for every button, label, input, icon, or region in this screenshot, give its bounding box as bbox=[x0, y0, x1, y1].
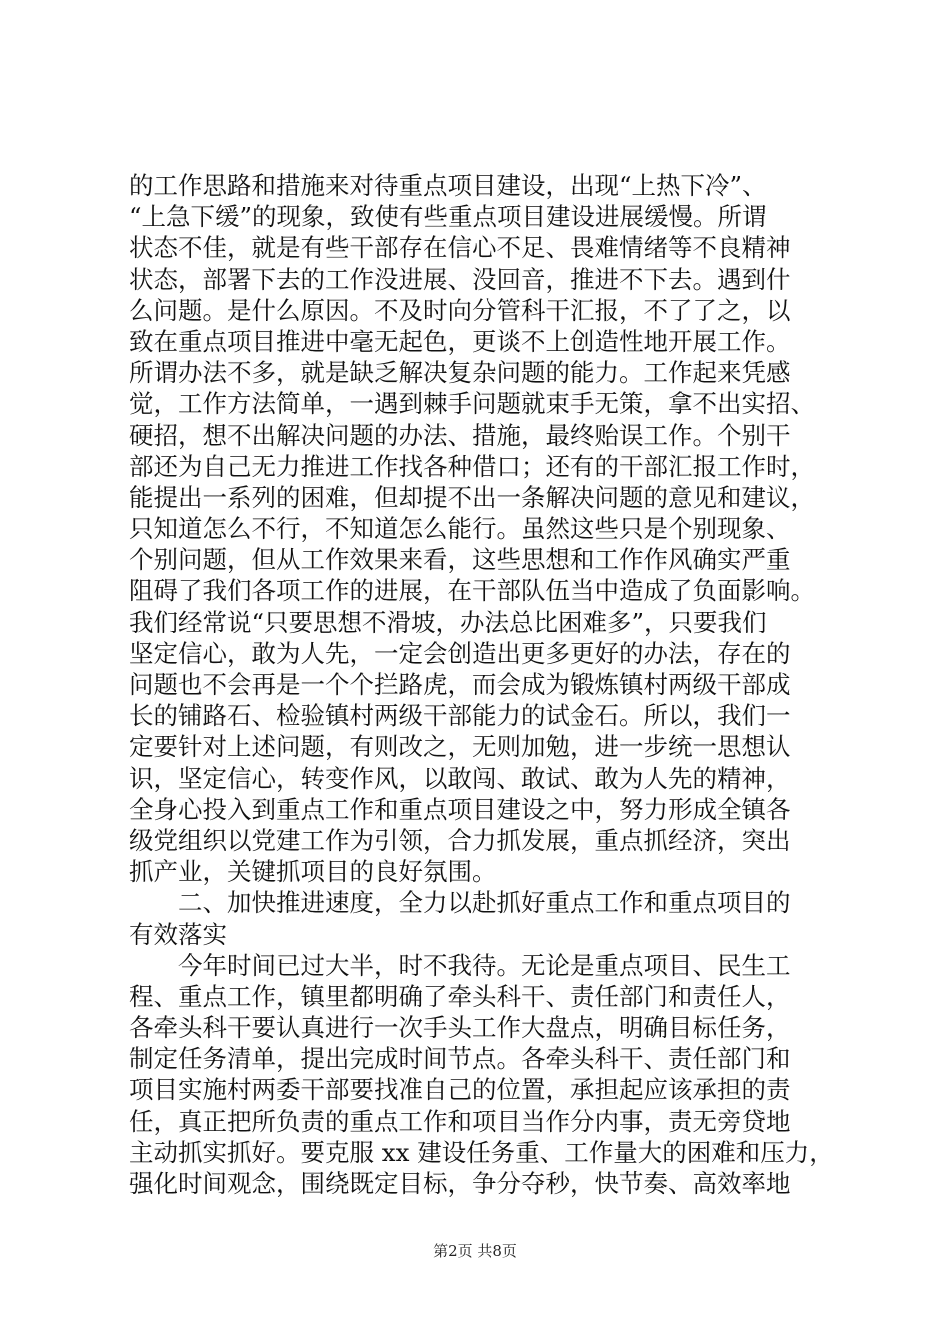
text-line: 的工作思路和措施来对待重点项目建设，出现“上热下冷”、 bbox=[129, 171, 767, 200]
text-line: 项目实施村两委干部要找准自己的位置，承担起应该承担的责 bbox=[129, 1075, 791, 1105]
body-text bbox=[129, 170, 841, 1199]
text-line: 主动抓实抓好。要克服 xx 建设任务重、工作量大的困难和压力， bbox=[129, 1137, 834, 1167]
page-footer: 第2页 共8页 bbox=[433, 1242, 517, 1260]
text-line: 硬招，想不出解决问题的办法、措施，最终贻误工作。个别干 bbox=[129, 420, 791, 450]
text-line: 觉，工作方法简单，一遇到棘手问题就束手无策，拿不出实招、 bbox=[129, 389, 815, 419]
text-line: 所谓办法不多，就是缺乏解决复杂问题的能力。工作起来凭感 bbox=[129, 358, 791, 388]
text-line: 长的铺路石、检验镇村两级干部能力的试金石。所以，我们一 bbox=[129, 701, 791, 731]
text-line: 我们经常说“只要思想不滑坡，办法总比困难多”，只要我们 bbox=[129, 607, 767, 637]
text-line: 定要针对上述问题，有则改之，无则加勉，进一步统一思想认 bbox=[129, 732, 791, 762]
text-line: 问题也不会再是一个个拦路虎，而会成为锻炼镇村两级干部成 bbox=[129, 670, 791, 699]
text-line: 各牵头科干要认真进行一次手头工作大盘点，明确目标任务， bbox=[129, 1013, 791, 1043]
text-line: 状态，部署下去的工作没进展、没回音，推进不下去。遇到什 bbox=[129, 264, 791, 294]
text-line: 程、重点工作，镇里都明确了牵头科干、责任部门和责任人， bbox=[129, 981, 791, 1011]
text-line: 个别问题，但从工作效果来看，这些思想和工作作风确实严重 bbox=[129, 545, 791, 575]
text-line: 状态不佳，就是有些干部存在信心不足、畏难情绪等不良精神 bbox=[129, 233, 791, 263]
text-line: 阻碍了我们各项工作的进展，在干部队伍当中造成了负面影响。 bbox=[129, 576, 815, 606]
text-line: 全身心投入到重点工作和重点项目建设之中，努力形成全镇各 bbox=[129, 794, 791, 824]
text-line: 能提出一系列的困难，但却提不出一条解决问题的意见和建议， bbox=[129, 482, 815, 512]
text-line: 制定任务清单，提出完成时间节点。各牵头科干、责任部门和 bbox=[129, 1044, 791, 1074]
text-line: 强化时间观念，围绕既定目标，争分夺秒，快节奏、高效率地 bbox=[129, 1169, 791, 1198]
text-line: 级党组织以党建工作为引领，合力抓发展，重点抓经济，突出 bbox=[129, 825, 791, 855]
text-line: 坚定信心，敢为人先，一定会创造出更多更好的办法，存在的 bbox=[129, 638, 791, 668]
text-line: 抓产业，关键抓项目的良好氛围。 bbox=[129, 857, 497, 887]
text-line: 部还为自己无力推进工作找各种借口；还有的干部汇报工作时， bbox=[129, 451, 815, 481]
text-line: 识，坚定信心，转变作风，以敢闯、敢试、敢为人先的精神， bbox=[129, 763, 791, 793]
text-line: 任，真正把所负责的重点工作和项目当作分内事，责无旁贷地 bbox=[129, 1106, 791, 1136]
text-line: 么问题。是什么原因。不及时向分管科干汇报，不了了之，以 bbox=[129, 295, 791, 325]
text-line: 今年时间已过大半，时不我待。无论是重点项目、民生工 bbox=[129, 950, 791, 980]
text-line: 只知道怎么不行，不知道怎么能行。虽然这些只是个别现象、 bbox=[129, 514, 791, 544]
text-line: 有效落实 bbox=[129, 919, 227, 949]
text-line: “上急下缓”的现象，致使有些重点项目建设进展缓慢。所谓 bbox=[129, 202, 767, 232]
text-line: 致在重点项目推进中毫无起色，更谈不上创造性地开展工作。 bbox=[129, 326, 791, 356]
text-line: 二、加快推进速度，全力以赴抓好重点工作和重点项目的 bbox=[129, 888, 791, 918]
